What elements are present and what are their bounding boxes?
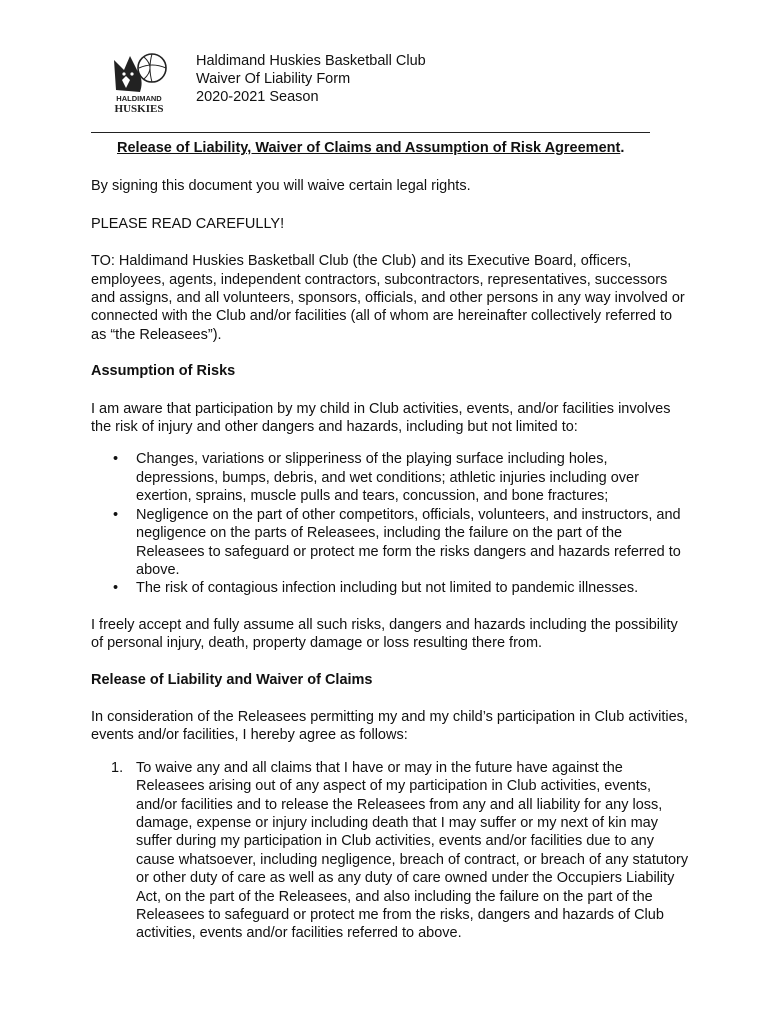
risk-text: The risk of contagious infection including but not limited to pandemic illnesses. (136, 580, 639, 597)
document-title-period: . (620, 140, 625, 156)
season: 2020-2021 Season (196, 89, 319, 105)
svg-text:HALDIMAND: HALDIMAND (116, 94, 162, 103)
release-heading: Release of Liability and Waiver of Claims (91, 671, 373, 688)
risk-text: Negligence on the part of other competitors, officials, volunteers, and instructors, and negligence on the parts of Releasees, including the failure on the part of the Releasees to safeguard or protect me form the risks dangers and hazards referred to above. (136, 506, 681, 578)
assumption-intro: I am aware that participation by my child in Club activities, events, and/or facilities involves the risk of injury and other dangers and hazards, including but not limited to: (91, 400, 671, 436)
list-item (91, 506, 691, 580)
assumption-heading: Assumption of Risks (91, 363, 236, 380)
form-header (196, 52, 426, 106)
document-title-text: Release of Liability, Waiver of Claims and Assumption of Risk Agreement (117, 140, 621, 156)
club-logo (108, 50, 170, 116)
bullet-icon: • (113, 580, 119, 597)
risk-text: Changes, variations or slipperiness of the playing surface including holes, depressions, bumps, debris, and wet conditions; athletic injuries including over exertion, sprains, muscle pulls and tears, concussion, and bone fractures; (136, 451, 639, 505)
bullet-icon: • (113, 506, 119, 523)
notice-text: PLEASE READ CAREFULLY! (91, 215, 285, 232)
document-title (117, 139, 691, 157)
releasees-paragraph: TO: Haldimand Huskies Basketball Club (the Club) and its Executive Board, officers, employees, agents, independent contractors, subcontractors, representatives, successors and assigns, and all volunteers, sponsors, officials, and other persons in any way involved or connected with the Club and/or facilities (all of whom are hereinafter collectively referred to as “the Releasees”). (91, 253, 685, 343)
svg-text:HUSKIES: HUSKIES (114, 103, 164, 115)
intro-text: By signing this document you will waive certain legal rights. (91, 178, 471, 195)
husky-logo-icon (108, 50, 170, 116)
claims-list (91, 759, 691, 943)
claim-text: To waive any and all claims that I have or may in the future have against the Releasees arising out of any aspect of my participation in Club activities, events, and/or facilities and to release the Releasees from any and all liability for any loss, damage, expense or injury including death that I may suffer or my next of kin may suffer during my participation in Club activities, events and/or facilities due to any cause whatsoever, including negligence, breach of contract, or breach of any statutory or other duty of care as well as any duty of care owned under the Occupiers Liability Act, on the part of the Releasees, and also including the failure on the part of the Releasees to safeguard or protect me from the risks, dangers and hazards of Club activities, events and/or facilities referred to above. (136, 759, 689, 942)
risk-list (91, 450, 691, 597)
club-name: Haldimand Huskies Basketball Club (196, 53, 426, 69)
list-item (91, 579, 691, 597)
bullet-icon: • (113, 451, 119, 468)
release-intro: In consideration of the Releasees permitting my and my child’s participation in Club activities, events and/or facilities, I hereby agree as follows: (91, 708, 688, 744)
acceptance-paragraph: I freely accept and fully assume all such risks, dangers and hazards including the possibility of personal injury, death, property damage or loss resulting there from. (91, 616, 678, 652)
item-number: 1. (111, 759, 124, 776)
form-name: Waiver Of Liability Form (196, 71, 351, 87)
list-item (91, 450, 691, 505)
header-divider (91, 132, 650, 133)
waiver-body (91, 139, 691, 943)
list-item (91, 759, 691, 943)
